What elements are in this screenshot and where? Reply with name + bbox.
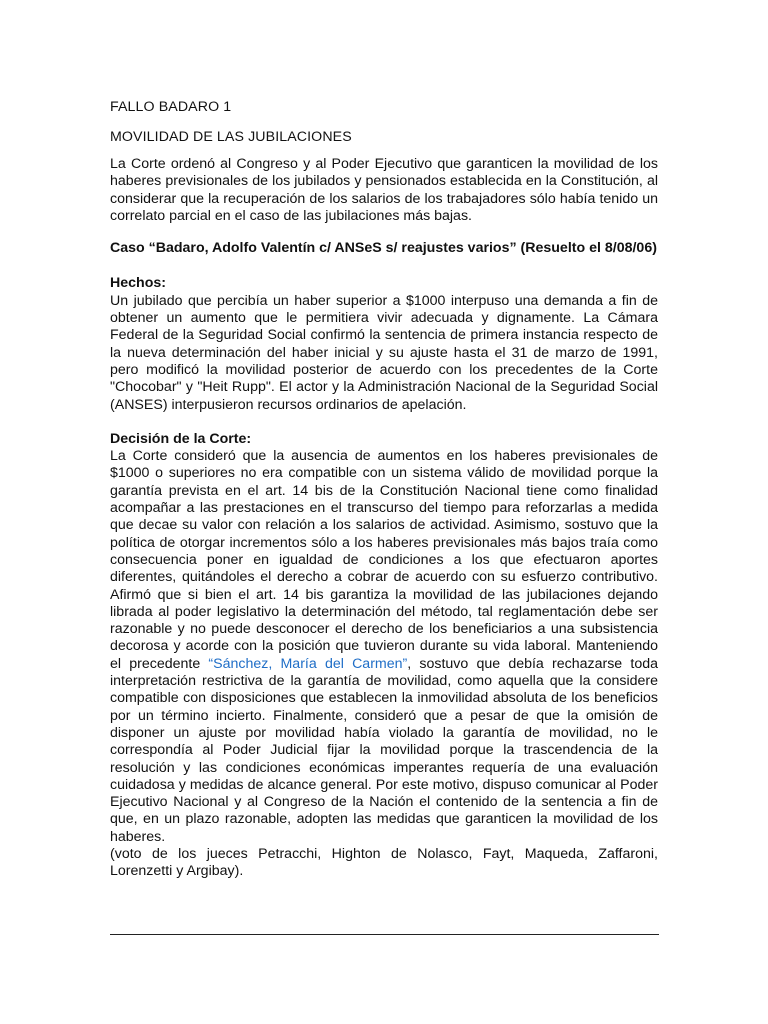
document-title: FALLO BADARO 1: [110, 99, 232, 115]
document-subtitle: MOVILIDAD DE LAS JUBILACIONES: [110, 129, 352, 145]
sanchez-precedent-link[interactable]: “Sánchez, María del Carmen”: [208, 655, 408, 672]
facts-heading: Hechos:: [110, 275, 166, 292]
intro-paragraph: La Corte ordenó al Congreso y al Poder Ejecutivo que garanticen la movilidad de los haberes previsionales de los jubilados y pensionados establecida en la Constitución, al considerar que la recuperación de los salarios de los trabajadores sólo había tenido un correlato parcial en el caso de las jubilaciones más bajas.: [110, 156, 658, 224]
facts-paragraph: Un jubilado que percibía un haber superior a $1000 interpuso una demanda a fin de obtener un aumento que le permitiera vivir adecuada y dignamente. La Cámara Federal de la Seguridad Social confirmó la sentencia de primera instancia respecto de la nueva determinación del haber inicial y su ajuste hasta el 31 de marzo de 1991, pero modificó la movilidad posterior de acuerdo con los precedentes de la Corte "Chocobar" y "Heit Rupp". El actor y la Administración Nacional de la Seguridad Social (ANSES) interpusieron recursos ordinarios de apelación.: [110, 292, 658, 413]
decision-paragraph: [110, 448, 658, 846]
case-title: Caso “Badaro, Adolfo Valentín c/ ANSeS s/ reajustes varios” (Resuelto el 8/08/06): [110, 240, 657, 257]
decision-text-part2: , sostuvo que debía rechazarse toda interpretación restrictiva de la garantía de movilidad, como aquella que la considere compatible con disposiciones que establecen la inmovilidad absoluta de los beneficios por un término incierto. Finalmente, consideró que a pesar de que la omisión de disponer un ajuste por movilidad había violado la garantía de movilidad, no le correspondía al Poder Judicial fijar la movilidad porque la trascendencia de la resolución y las condiciones económicas imperantes requería de una evaluación cuidadosa y medidas de alcance general. Por este motivo, dispuso comunicar al Poder Ejecutivo Nacional y al Congreso de la Nación el contenido de la sentencia a fin de que, en un plazo razonable, adopten las medidas que garanticen la movilidad de los haberes.: [110, 655, 658, 845]
decision-heading: Decisión de la Corte:: [110, 430, 252, 447]
decision-text-part1: La Corte consideró que la ausencia de aumentos en los haberes previsionales de $1000 o superiores no era compatible con un sistema válido de movilidad porque la garantía prevista en el art. 14 bis de la Constitución Nacional tiene como finalidad acompañar a las prestaciones en el transcurso del tiempo para reforzarlas a medida que decae su valor con relación a los salarios de actividad. Asimismo, sostuvo que la política de otorgar incrementos sólo a los haberes previsionales más bajos traía como consecuencia poner en igualdad de condiciones a los que efectuaron aportes diferentes, quitándoles el derecho a cobrar de acuerdo con su esfuerzo contributivo. Afirmó que si bien el art. 14 bis garantiza la movilidad de las jubilaciones dejando librada al poder legislativo la determinación del método, tal reglamentación debe ser razonable y no puede desconocer el derecho de los beneficiarios a una subsistencia decorosa y acorde con la posición que tuvieron durante su vida laboral. Manteniendo el precedente: [110, 448, 658, 672]
votes-paragraph: (voto de los jueces Petracchi, Highton de Nolasco, Fayt, Maqueda, Zaffaroni, Lorenzetti y Argibay).: [110, 845, 658, 880]
bottom-divider: [110, 934, 659, 935]
document-page: [110, 98, 658, 881]
